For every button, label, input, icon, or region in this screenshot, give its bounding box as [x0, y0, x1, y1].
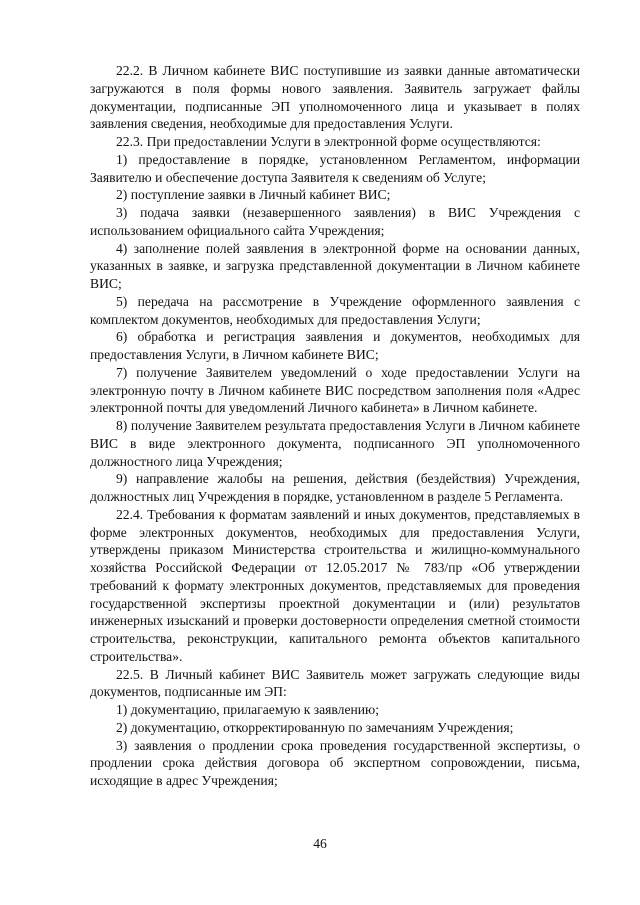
list-item-9: 9) направление жалобы на решения, действия (бездействия) Учреждения, должностных лиц Учреждения в порядке, установленном в разделе 5 Регламента.	[90, 471, 580, 504]
list-item-6: 6) обработка и регистрация заявления и документов, необходимых для предоставления Услуги, в Личном кабинете ВИС;	[90, 329, 580, 362]
document-list-item-2: 2) документацию, откорректированную по замечаниям Учреждения;	[116, 719, 514, 735]
list-item-5: 5) передача на рассмотрение в Учреждение оформленного заявления с комплектом документов, необходимых для предоставления Услуги;	[90, 293, 580, 327]
document-page	[90, 62, 580, 790]
list-item-1: 1) предоставление в порядке, установленном Регламентом, информации Заявителю и обеспечение доступа Заявителя к сведениям об Услуге;	[90, 151, 580, 185]
list-item-3: 3) подача заявки (незавершенного заявления) в ВИС Учреждения с использованием официального сайта Учреждения;	[90, 205, 580, 238]
paragraph-22-2: 22.2. В Личном кабинете ВИС поступившие из заявки данные автоматически загружаются в поля формы нового заявления. Заявитель загружает файлы документации, подписанные ЭП уполномоченного лица и указывает в полях заявления сведения, необходимые для предоставления Услуги.	[90, 63, 580, 132]
list-item-7: 7) получение Заявителем уведомлений о ходе предоставлении Услуги на электронную почту в Личном кабинете ВИС посредством заполнения поля «Адрес электронной почты для уведомлений Личного кабинета» в Личном кабинете.	[90, 364, 580, 416]
list-item-4: 4) заполнение полей заявления в электронной форме на основании данных, указанных в заявке, и загрузка представленной документации в Личном кабинете ВИС;	[90, 240, 580, 291]
list-item-8: 8) получение Заявителем результата предоставления Услуги в Личном кабинете ВИС в виде электронного документа, подписанного ЭП уполномоченного должностного лица Учреждения;	[90, 418, 580, 469]
paragraph-22-3: 22.3. При предоставлении Услуги в электронной форме осуществляются:	[116, 134, 541, 149]
document-list-item-3: 3) заявления о продлении срока проведения государственной экспертизы, о продлении срока действия договора об экспертном сопровождении, письма, исходящие в адрес Учреждения;	[90, 737, 580, 788]
paragraph-22-5: 22.5. В Личный кабинет ВИС Заявитель может загружать следующие виды документов, подписанные им ЭП:	[90, 666, 580, 700]
list-item-2: 2) поступление заявки в Личный кабинет ВИС;	[116, 187, 391, 203]
document-list-item-1: 1) документацию, прилагаемую к заявлению;	[116, 702, 379, 717]
paragraph-22-4: 22.4. Требования к форматам заявлений и иных документов, представляемых в форме электронных документов, необходимых для предоставления Услуги, утверждены приказом Министерства строительства и жилищно-коммунального хозяйства Российской Федерации от 12.05.2017 № 783/пр «Об утверждении требований к формату электронных документов, представляемых для проведения государственной экспертизы проектной документации и (или) результатов инженерных изысканий и проверки достоверности определения сметной стоимости строительства, реконструкции, капитального ремонта объектов капитального строительства».	[90, 506, 580, 664]
page-number: 46	[313, 836, 327, 851]
